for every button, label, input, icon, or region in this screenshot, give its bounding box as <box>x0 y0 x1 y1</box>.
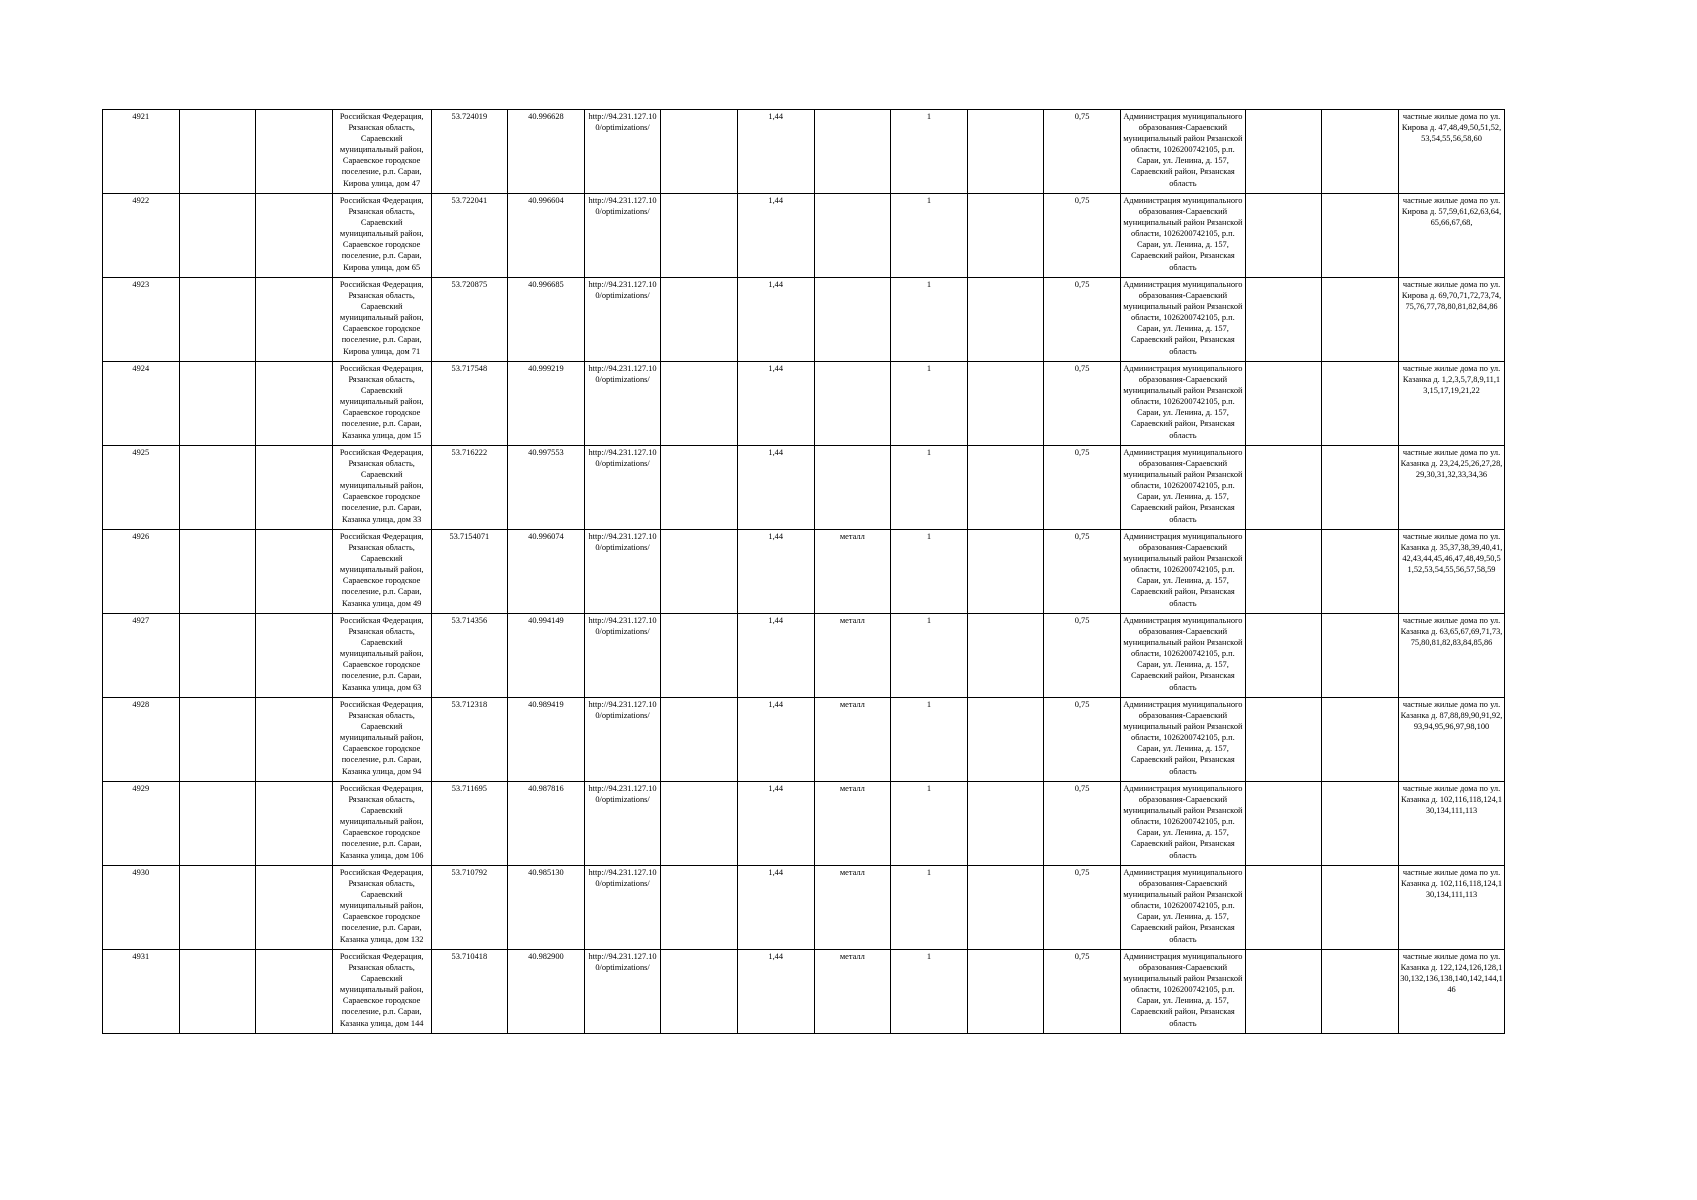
empty-cell <box>1245 362 1322 446</box>
container-volume-cell: 0,75 <box>1044 614 1121 698</box>
address-cell: Российская Федерация, Рязанская область, Сараевский муниципальный район, Сараевское городское поселение, р.п. Сараи, Казанка улица, дом 49 <box>332 530 431 614</box>
empty-cell <box>1245 530 1322 614</box>
material-cell: металл <box>814 950 891 1034</box>
empty-cell <box>1245 866 1322 950</box>
container-volume-cell: 0,75 <box>1044 866 1121 950</box>
empty-cell <box>179 782 256 866</box>
address-cell: Российская Федерация, Рязанская область, Сараевский муниципальный район, Сараевское городское поселение, р.п. Сараи, Казанка улица, дом 63 <box>332 614 431 698</box>
empty-cell <box>1245 614 1322 698</box>
scheme-link-cell: http://94.231.127.100/optimizations/ <box>584 614 661 698</box>
owner-cell: Администрация муниципального образования-Сараевский муниципальный район Рязанской области, 1026200742105, р.п. Сараи, ул. Ленина, д. 157, Сараевский район, Рязанская область <box>1120 614 1245 698</box>
empty-cell <box>1245 278 1322 362</box>
container-volume-cell: 0,75 <box>1044 194 1121 278</box>
latitude-cell: 53.716222 <box>431 446 508 530</box>
empty-cell <box>661 782 738 866</box>
material-cell <box>814 194 891 278</box>
owner-cell: Администрация муниципального образования-Сараевский муниципальный район Рязанской области, 1026200742105, р.п. Сараи, ул. Ленина, д. 157, Сараевский район, Рязанская область <box>1120 446 1245 530</box>
table-row <box>103 698 1505 782</box>
empty-cell <box>179 110 256 194</box>
table-row <box>103 614 1505 698</box>
served-objects-cell: частные жилые дома по ул. Кирова д. 69,70,71,72,73,74,75,76,77,78,80,81,82,84,86 <box>1399 278 1505 362</box>
address-cell: Российская Федерация, Рязанская область, Сараевский муниципальный район, Сараевское городское поселение, р.п. Сараи, Кирова улица, дом 47 <box>332 110 431 194</box>
table-row <box>103 362 1505 446</box>
empty-cell <box>967 194 1044 278</box>
material-cell <box>814 362 891 446</box>
empty-cell <box>256 446 333 530</box>
site-number-cell: 4925 <box>103 446 180 530</box>
empty-cell <box>661 950 738 1034</box>
empty-cell <box>1322 530 1399 614</box>
empty-cell <box>256 782 333 866</box>
latitude-cell: 53.714356 <box>431 614 508 698</box>
latitude-cell: 53.724019 <box>431 110 508 194</box>
scheme-link-cell: http://94.231.127.100/optimizations/ <box>584 950 661 1034</box>
scheme-link-cell: http://94.231.127.100/optimizations/ <box>584 278 661 362</box>
site-number-cell: 4930 <box>103 866 180 950</box>
served-objects-cell: частные жилые дома по ул. Казанка д. 122,124,126,128,130,132,136,138,140,142,144,146 <box>1399 950 1505 1034</box>
empty-cell <box>661 866 738 950</box>
latitude-cell: 53.712318 <box>431 698 508 782</box>
owner-cell: Администрация муниципального образования-Сараевский муниципальный район Рязанской области, 1026200742105, р.п. Сараи, ул. Ленина, д. 157, Сараевский район, Рязанская область <box>1120 194 1245 278</box>
site-number-cell: 4928 <box>103 698 180 782</box>
area-cell: 1,44 <box>737 698 814 782</box>
empty-cell <box>967 866 1044 950</box>
empty-cell <box>1322 614 1399 698</box>
empty-cell <box>256 278 333 362</box>
empty-cell <box>179 950 256 1034</box>
address-cell: Российская Федерация, Рязанская область, Сараевский муниципальный район, Сараевское городское поселение, р.п. Сараи, Казанка улица, дом 15 <box>332 362 431 446</box>
longitude-cell: 40.996074 <box>508 530 585 614</box>
empty-cell <box>179 446 256 530</box>
empty-cell <box>1245 446 1322 530</box>
empty-cell <box>1322 950 1399 1034</box>
area-cell: 1,44 <box>737 362 814 446</box>
container-volume-cell: 0,75 <box>1044 530 1121 614</box>
scheme-link-cell: http://94.231.127.100/optimizations/ <box>584 698 661 782</box>
latitude-cell: 53.710792 <box>431 866 508 950</box>
empty-cell <box>1245 194 1322 278</box>
empty-cell <box>256 614 333 698</box>
longitude-cell: 40.996604 <box>508 194 585 278</box>
empty-cell <box>967 362 1044 446</box>
empty-cell <box>1322 362 1399 446</box>
empty-cell <box>179 614 256 698</box>
container-count-cell: 1 <box>891 446 968 530</box>
latitude-cell: 53.7154071 <box>431 530 508 614</box>
container-count-cell: 1 <box>891 110 968 194</box>
table-row <box>103 194 1505 278</box>
address-cell: Российская Федерация, Рязанская область, Сараевский муниципальный район, Сараевское городское поселение, р.п. Сараи, Казанка улица, дом 94 <box>332 698 431 782</box>
owner-cell: Администрация муниципального образования-Сараевский муниципальный район Рязанской области, 1026200742105, р.п. Сараи, ул. Ленина, д. 157, Сараевский район, Рязанская область <box>1120 866 1245 950</box>
site-number-cell: 4923 <box>103 278 180 362</box>
area-cell: 1,44 <box>737 866 814 950</box>
container-count-cell: 1 <box>891 530 968 614</box>
owner-cell: Администрация муниципального образования-Сараевский муниципальный район Рязанской области, 1026200742105, р.п. Сараи, ул. Ленина, д. 157, Сараевский район, Рязанская область <box>1120 110 1245 194</box>
area-cell: 1,44 <box>737 530 814 614</box>
area-cell: 1,44 <box>737 278 814 362</box>
empty-cell <box>256 866 333 950</box>
container-sites-table <box>102 109 1505 1034</box>
address-cell: Российская Федерация, Рязанская область, Сараевский муниципальный район, Сараевское городское поселение, р.п. Сараи, Кирова улица, дом 65 <box>332 194 431 278</box>
area-cell: 1,44 <box>737 614 814 698</box>
table-body <box>103 110 1505 1034</box>
empty-cell <box>256 194 333 278</box>
empty-cell <box>967 614 1044 698</box>
served-objects-cell: частные жилые дома по ул. Казанка д. 23,24,25,26,27,28,29,30,31,32,33,34,36 <box>1399 446 1505 530</box>
served-objects-cell: частные жилые дома по ул. Казанка д. 102,116,118,124,130,134,111,113 <box>1399 782 1505 866</box>
empty-cell <box>256 950 333 1034</box>
longitude-cell: 40.982900 <box>508 950 585 1034</box>
container-volume-cell: 0,75 <box>1044 110 1121 194</box>
latitude-cell: 53.720875 <box>431 278 508 362</box>
served-objects-cell: частные жилые дома по ул. Казанка д. 102,116,118,124,130,134,111,113 <box>1399 866 1505 950</box>
empty-cell <box>256 110 333 194</box>
latitude-cell: 53.722041 <box>431 194 508 278</box>
empty-cell <box>179 530 256 614</box>
empty-cell <box>967 950 1044 1034</box>
area-cell: 1,44 <box>737 446 814 530</box>
empty-cell <box>1245 110 1322 194</box>
empty-cell <box>256 530 333 614</box>
empty-cell <box>661 446 738 530</box>
empty-cell <box>967 278 1044 362</box>
empty-cell <box>1245 782 1322 866</box>
table-row <box>103 446 1505 530</box>
owner-cell: Администрация муниципального образования-Сараевский муниципальный район Рязанской области, 1026200742105, р.п. Сараи, ул. Ленина, д. 157, Сараевский район, Рязанская область <box>1120 362 1245 446</box>
scheme-link-cell: http://94.231.127.100/optimizations/ <box>584 782 661 866</box>
scheme-link-cell: http://94.231.127.100/optimizations/ <box>584 866 661 950</box>
longitude-cell: 40.987816 <box>508 782 585 866</box>
table-row <box>103 278 1505 362</box>
container-count-cell: 1 <box>891 194 968 278</box>
longitude-cell: 40.996628 <box>508 110 585 194</box>
empty-cell <box>1322 278 1399 362</box>
owner-cell: Администрация муниципального образования-Сараевский муниципальный район Рязанской области, 1026200742105, р.п. Сараи, ул. Ленина, д. 157, Сараевский район, Рязанская область <box>1120 782 1245 866</box>
container-volume-cell: 0,75 <box>1044 698 1121 782</box>
container-count-cell: 1 <box>891 950 968 1034</box>
empty-cell <box>179 362 256 446</box>
container-volume-cell: 0,75 <box>1044 278 1121 362</box>
latitude-cell: 53.717548 <box>431 362 508 446</box>
longitude-cell: 40.994149 <box>508 614 585 698</box>
address-cell: Российская Федерация, Рязанская область, Сараевский муниципальный район, Сараевское городское поселение, р.п. Сараи, Казанка улица, дом 106 <box>332 782 431 866</box>
owner-cell: Администрация муниципального образования-Сараевский муниципальный район Рязанской области, 1026200742105, р.п. Сараи, ул. Ленина, д. 157, Сараевский район, Рязанская область <box>1120 950 1245 1034</box>
site-number-cell: 4924 <box>103 362 180 446</box>
empty-cell <box>179 278 256 362</box>
empty-cell <box>661 698 738 782</box>
area-cell: 1,44 <box>737 950 814 1034</box>
container-count-cell: 1 <box>891 782 968 866</box>
area-cell: 1,44 <box>737 194 814 278</box>
longitude-cell: 40.989419 <box>508 698 585 782</box>
scheme-link-cell: http://94.231.127.100/optimizations/ <box>584 446 661 530</box>
empty-cell <box>1245 950 1322 1034</box>
empty-cell <box>661 194 738 278</box>
address-cell: Российская Федерация, Рязанская область, Сараевский муниципальный район, Сараевское городское поселение, р.п. Сараи, Казанка улица, дом 132 <box>332 866 431 950</box>
latitude-cell: 53.710418 <box>431 950 508 1034</box>
served-objects-cell: частные жилые дома по ул. Кирова д. 47,48,49,50,51,52,53,54,55,56,58,60 <box>1399 110 1505 194</box>
longitude-cell: 40.996685 <box>508 278 585 362</box>
owner-cell: Администрация муниципального образования-Сараевский муниципальный район Рязанской области, 1026200742105, р.п. Сараи, ул. Ленина, д. 157, Сараевский район, Рязанская область <box>1120 698 1245 782</box>
material-cell: металл <box>814 866 891 950</box>
scheme-link-cell: http://94.231.127.100/optimizations/ <box>584 110 661 194</box>
material-cell: металл <box>814 614 891 698</box>
scheme-link-cell: http://94.231.127.100/optimizations/ <box>584 362 661 446</box>
empty-cell <box>1322 194 1399 278</box>
material-cell: металл <box>814 782 891 866</box>
table-row <box>103 110 1505 194</box>
empty-cell <box>661 362 738 446</box>
material-cell <box>814 446 891 530</box>
served-objects-cell: частные жилые дома по ул. Кирова д. 57,59,61,62,63,64,65,66,67,68, <box>1399 194 1505 278</box>
scheme-link-cell: http://94.231.127.100/optimizations/ <box>584 194 661 278</box>
empty-cell <box>1322 782 1399 866</box>
longitude-cell: 40.985130 <box>508 866 585 950</box>
empty-cell <box>661 110 738 194</box>
served-objects-cell: частные жилые дома по ул. Казанка д. 63,65,67,69,71,73,75,80,81,82,83,84,85,86 <box>1399 614 1505 698</box>
empty-cell <box>661 530 738 614</box>
empty-cell <box>661 614 738 698</box>
table-row <box>103 866 1505 950</box>
container-volume-cell: 0,75 <box>1044 950 1121 1034</box>
served-objects-cell: частные жилые дома по ул. Казанка д. 1,2,3,5,7,8,9,11,13,15,17,19,21,22 <box>1399 362 1505 446</box>
site-number-cell: 4929 <box>103 782 180 866</box>
address-cell: Российская Федерация, Рязанская область, Сараевский муниципальный район, Сараевское городское поселение, р.п. Сараи, Казанка улица, дом 33 <box>332 446 431 530</box>
empty-cell <box>967 782 1044 866</box>
longitude-cell: 40.997553 <box>508 446 585 530</box>
area-cell: 1,44 <box>737 782 814 866</box>
empty-cell <box>967 698 1044 782</box>
table-row <box>103 782 1505 866</box>
longitude-cell: 40.999219 <box>508 362 585 446</box>
empty-cell <box>661 278 738 362</box>
empty-cell <box>179 194 256 278</box>
empty-cell <box>1322 446 1399 530</box>
container-volume-cell: 0,75 <box>1044 446 1121 530</box>
site-number-cell: 4926 <box>103 530 180 614</box>
container-count-cell: 1 <box>891 866 968 950</box>
table-row <box>103 950 1505 1034</box>
container-volume-cell: 0,75 <box>1044 362 1121 446</box>
container-count-cell: 1 <box>891 698 968 782</box>
latitude-cell: 53.711695 <box>431 782 508 866</box>
container-count-cell: 1 <box>891 362 968 446</box>
material-cell <box>814 278 891 362</box>
empty-cell <box>967 446 1044 530</box>
empty-cell <box>1245 698 1322 782</box>
owner-cell: Администрация муниципального образования-Сараевский муниципальный район Рязанской области, 1026200742105, р.п. Сараи, ул. Ленина, д. 157, Сараевский район, Рязанская область <box>1120 278 1245 362</box>
empty-cell <box>256 698 333 782</box>
site-number-cell: 4921 <box>103 110 180 194</box>
material-cell: металл <box>814 698 891 782</box>
served-objects-cell: частные жилые дома по ул. Казанка д. 35,37,38,39,40,41,42,43,44,45,46,47,48,49,50,51,52,53,54,55,56,57,58,59 <box>1399 530 1505 614</box>
address-cell: Российская Федерация, Рязанская область, Сараевский муниципальный район, Сараевское городское поселение, р.п. Сараи, Казанка улица, дом 144 <box>332 950 431 1034</box>
empty-cell <box>179 698 256 782</box>
empty-cell <box>179 866 256 950</box>
empty-cell <box>256 362 333 446</box>
site-number-cell: 4931 <box>103 950 180 1034</box>
owner-cell: Администрация муниципального образования-Сараевский муниципальный район Рязанской области, 1026200742105, р.п. Сараи, ул. Ленина, д. 157, Сараевский район, Рязанская область <box>1120 530 1245 614</box>
empty-cell <box>1322 866 1399 950</box>
container-count-cell: 1 <box>891 614 968 698</box>
scheme-link-cell: http://94.231.127.100/optimizations/ <box>584 530 661 614</box>
container-count-cell: 1 <box>891 278 968 362</box>
empty-cell <box>1322 698 1399 782</box>
site-number-cell: 4927 <box>103 614 180 698</box>
empty-cell <box>967 530 1044 614</box>
container-volume-cell: 0,75 <box>1044 782 1121 866</box>
served-objects-cell: частные жилые дома по ул. Казанка д. 87,88,89,90,91,92,93,94,95,96,97,98,100 <box>1399 698 1505 782</box>
empty-cell <box>1322 110 1399 194</box>
empty-cell <box>967 110 1044 194</box>
area-cell: 1,44 <box>737 110 814 194</box>
site-number-cell: 4922 <box>103 194 180 278</box>
address-cell: Российская Федерация, Рязанская область, Сараевский муниципальный район, Сараевское городское поселение, р.п. Сараи, Кирова улица, дом 71 <box>332 278 431 362</box>
material-cell <box>814 110 891 194</box>
material-cell: металл <box>814 530 891 614</box>
table-row <box>103 530 1505 614</box>
